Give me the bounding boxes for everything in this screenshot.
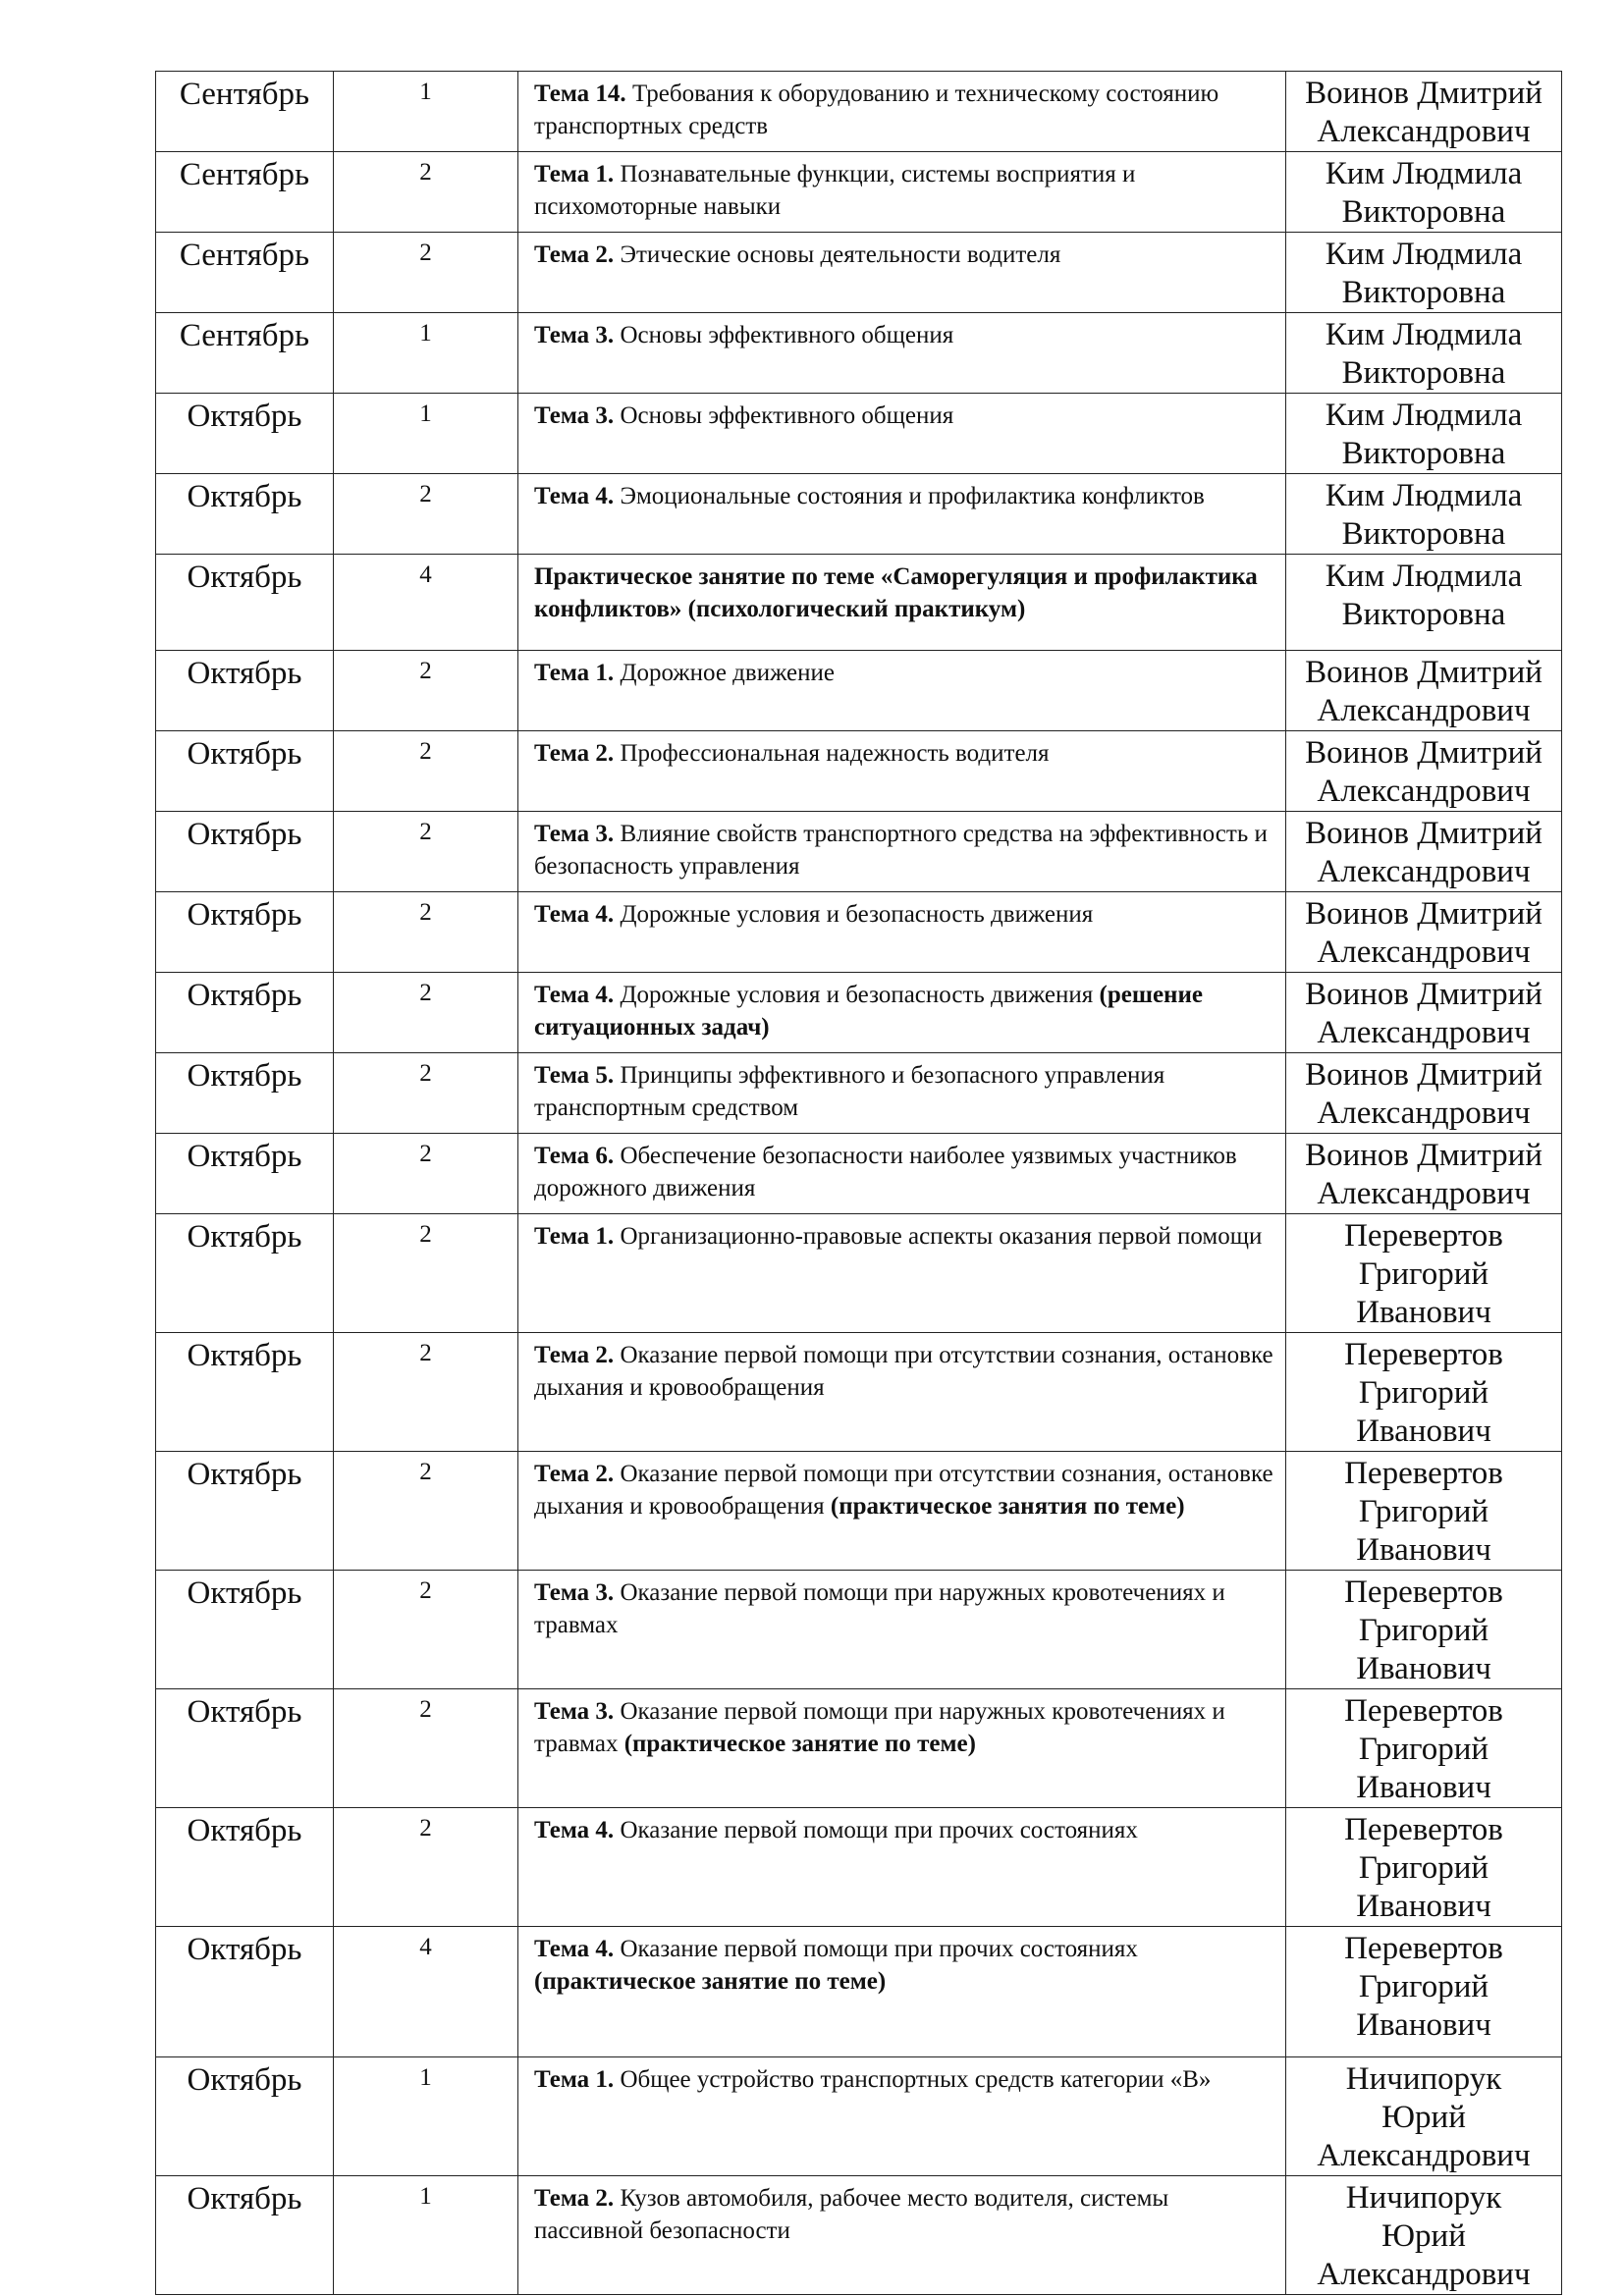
topic-title: Тема 4. <box>534 982 615 1008</box>
table-row <box>156 731 1562 812</box>
hours-cell: 2 <box>334 1134 518 1214</box>
topic-cell <box>518 1927 1286 2057</box>
topic-title: Тема 2. <box>534 740 615 767</box>
teacher-name-line: Викторовна <box>1341 275 1506 310</box>
month-cell: Октябрь <box>156 1053 334 1134</box>
teacher-name-line: Перевертов <box>1344 1337 1503 1372</box>
hours-cell: 2 <box>334 152 518 233</box>
teacher-name-line: Григорий <box>1358 1375 1489 1411</box>
topic-title: Тема 3. <box>534 1579 615 1606</box>
teacher-name-line: Викторовна <box>1341 597 1506 632</box>
month-cell: Сентябрь <box>156 72 334 152</box>
topic-cell <box>518 1452 1286 1571</box>
teacher-name-line: Воинов Дмитрий <box>1305 977 1543 1012</box>
topic-cell <box>518 555 1286 651</box>
topic-text: Обеспечение безопасности наиболее уязвимых участников дорожного движения <box>534 1143 1237 1201</box>
table-row <box>156 152 1562 233</box>
teacher-cell <box>1286 1808 1562 1927</box>
table-row <box>156 973 1562 1053</box>
topic-cell <box>518 1134 1286 1214</box>
month-cell: Октябрь <box>156 731 334 812</box>
table-row <box>156 2057 1562 2176</box>
teacher-cell <box>1286 973 1562 1053</box>
topic-text: Оказание первой помощи при отсутствии сознания, остановке дыхания и кровообращения <box>534 1342 1273 1401</box>
teacher-name-line: Александрович <box>1317 1015 1531 1050</box>
hours-cell: 2 <box>334 1808 518 1927</box>
topic-title: Практическое занятие по теме «Саморегуляция и профилактика конфликтов» (психологический практикум) <box>534 563 1258 622</box>
topic-cell <box>518 313 1286 394</box>
hours-cell: 2 <box>334 1053 518 1134</box>
teacher-name-line: Перевертов <box>1344 1931 1503 1966</box>
month-cell: Октябрь <box>156 2176 334 2295</box>
table-row <box>156 394 1562 474</box>
topic-text: Дорожные условия и безопасность движения <box>614 982 1100 1008</box>
month-cell: Сентябрь <box>156 152 334 233</box>
teacher-name-line: Ким Людмила <box>1325 317 1523 352</box>
table-row <box>156 812 1562 892</box>
topic-title: Тема 3. <box>534 402 615 429</box>
teacher-name-line: Александрович <box>1317 1176 1531 1211</box>
hours-cell: 2 <box>334 651 518 731</box>
teacher-name-line: Иванович <box>1356 2007 1491 2043</box>
teacher-name-line: Викторовна <box>1341 194 1506 230</box>
table-row <box>156 1134 1562 1214</box>
topic-title: Тема 1. <box>534 161 615 187</box>
topic-title: Тема 6. <box>534 1143 615 1169</box>
teacher-cell <box>1286 651 1562 731</box>
topic-text: Кузов автомобиля, рабочее место водителя, системы пассивной безопасности <box>534 2185 1169 2244</box>
month-cell: Октябрь <box>156 1134 334 1214</box>
topic-note: (решение ситуационных задач) <box>534 982 1203 1041</box>
table-row <box>156 2176 1562 2295</box>
hours-cell: 2 <box>334 812 518 892</box>
month-cell: Октябрь <box>156 394 334 474</box>
teacher-name-line: Юрий <box>1381 2100 1466 2135</box>
hours-cell: 1 <box>334 72 518 152</box>
teacher-name-line: Воинов Дмитрий <box>1305 76 1543 111</box>
teacher-name-line: Воинов Дмитрий <box>1305 816 1543 851</box>
teacher-cell <box>1286 1571 1562 1689</box>
teacher-cell <box>1286 233 1562 313</box>
teacher-cell <box>1286 1134 1562 1214</box>
topic-title: Тема 4. <box>534 483 615 509</box>
month-cell: Октябрь <box>156 973 334 1053</box>
topic-cell <box>518 1571 1286 1689</box>
topic-cell <box>518 892 1286 973</box>
teacher-name-line: Григорий <box>1358 1613 1489 1648</box>
hours-cell: 2 <box>334 1333 518 1452</box>
teacher-name-line: Григорий <box>1358 1732 1489 1767</box>
teacher-cell <box>1286 152 1562 233</box>
table-row <box>156 1452 1562 1571</box>
table-row <box>156 1053 1562 1134</box>
topic-text: Оказание первой помощи при наружных кровотечениях и травмах <box>534 1698 1225 1757</box>
hours-cell: 2 <box>334 1452 518 1571</box>
hours-cell: 4 <box>334 1927 518 2057</box>
topic-title: Тема 1. <box>534 1223 615 1250</box>
teacher-name-line: Ничипорук <box>1345 2180 1502 2216</box>
table-row <box>156 555 1562 651</box>
table-row <box>156 892 1562 973</box>
teacher-cell <box>1286 474 1562 555</box>
teacher-name-line: Юрий <box>1381 2218 1466 2254</box>
topic-title: Тема 4. <box>534 1817 615 1843</box>
topic-text: Основы эффективного общения <box>614 402 954 429</box>
teacher-name-line: Ким Людмила <box>1325 156 1523 191</box>
teacher-name-line: Григорий <box>1358 1850 1489 1886</box>
teacher-name-line: Перевертов <box>1344 1812 1503 1847</box>
topic-cell <box>518 1689 1286 1808</box>
topic-text: Дорожные условия и безопасность движения <box>614 901 1094 928</box>
teacher-name-line: Воинов Дмитрий <box>1305 896 1543 932</box>
teacher-cell <box>1286 72 1562 152</box>
teacher-name-line: Иванович <box>1356 1532 1491 1568</box>
schedule-table-body <box>156 72 1562 2295</box>
topic-title: Тема 2. <box>534 2185 615 2212</box>
teacher-name-line: Воинов Дмитрий <box>1305 1138 1543 1173</box>
topic-text: Эмоциональные состояния и профилактика конфликтов <box>614 483 1205 509</box>
topic-note: (практическое занятие по теме) <box>534 1968 887 1995</box>
teacher-cell <box>1286 2057 1562 2176</box>
table-row <box>156 1333 1562 1452</box>
teacher-name-line: Григорий <box>1358 1256 1489 1292</box>
teacher-name-line: Воинов Дмитрий <box>1305 1057 1543 1093</box>
month-cell: Октябрь <box>156 1689 334 1808</box>
month-cell: Октябрь <box>156 1214 334 1333</box>
hours-cell: 2 <box>334 233 518 313</box>
teacher-cell <box>1286 1452 1562 1571</box>
month-cell: Октябрь <box>156 1571 334 1689</box>
topic-text: Организационно-правовые аспекты оказания первой помощи <box>614 1223 1263 1250</box>
schedule-table <box>155 71 1562 2295</box>
topic-text: Оказание первой помощи при наружных кровотечениях и травмах <box>534 1579 1225 1638</box>
topic-cell <box>518 394 1286 474</box>
topic-title: Тема 1. <box>534 660 615 686</box>
teacher-cell <box>1286 1053 1562 1134</box>
month-cell: Сентябрь <box>156 313 334 394</box>
topic-text: Оказание первой помощи при прочих состояниях <box>614 1936 1138 1962</box>
topic-text: Профессиональная надежность водителя <box>614 740 1050 767</box>
teacher-name-line: Александрович <box>1317 2138 1531 2173</box>
teacher-name-line: Ким Людмила <box>1325 559 1523 594</box>
month-cell: Октябрь <box>156 474 334 555</box>
topic-title: Тема 4. <box>534 901 615 928</box>
table-row <box>156 474 1562 555</box>
topic-cell <box>518 812 1286 892</box>
hours-cell: 2 <box>334 973 518 1053</box>
hours-cell: 2 <box>334 892 518 973</box>
hours-cell: 2 <box>334 1689 518 1808</box>
table-row <box>156 72 1562 152</box>
teacher-name-line: Иванович <box>1356 1889 1491 1924</box>
teacher-name-line: Викторовна <box>1341 355 1506 391</box>
topic-cell <box>518 2176 1286 2295</box>
month-cell: Октябрь <box>156 1808 334 1927</box>
teacher-cell <box>1286 812 1562 892</box>
teacher-name-line: Перевертов <box>1344 1218 1503 1254</box>
hours-cell: 1 <box>334 394 518 474</box>
table-row <box>156 1808 1562 1927</box>
month-cell: Сентябрь <box>156 233 334 313</box>
month-cell: Октябрь <box>156 1927 334 2057</box>
month-cell: Октябрь <box>156 2057 334 2176</box>
topic-title: Тема 5. <box>534 1062 615 1089</box>
teacher-name-line: Григорий <box>1358 1969 1489 2004</box>
teacher-name-line: Перевертов <box>1344 1693 1503 1729</box>
teacher-cell <box>1286 1214 1562 1333</box>
topic-text: Требования к оборудованию и техническому состоянию транспортных средств <box>534 80 1219 139</box>
teacher-cell <box>1286 1927 1562 2057</box>
teacher-name-line: Александрович <box>1317 2257 1531 2292</box>
hours-cell: 2 <box>334 1214 518 1333</box>
topic-title: Тема 3. <box>534 1698 615 1725</box>
teacher-cell <box>1286 1333 1562 1452</box>
topic-text: Познавательные функции, системы восприятия и психомоторные навыки <box>534 161 1136 220</box>
teacher-name-line: Александрович <box>1317 1095 1531 1131</box>
teacher-cell <box>1286 1689 1562 1808</box>
topic-title: Тема 3. <box>534 322 615 348</box>
hours-cell: 2 <box>334 731 518 812</box>
teacher-name-line: Иванович <box>1356 1414 1491 1449</box>
topic-title: Тема 2. <box>534 1342 615 1368</box>
topic-text: Влияние свойств транспортного средства на эффективность и безопасность управления <box>534 821 1268 880</box>
topic-cell <box>518 72 1286 152</box>
topic-text: Оказание первой помощи при прочих состояниях <box>614 1817 1138 1843</box>
topic-cell <box>518 2057 1286 2176</box>
teacher-name-line: Александрович <box>1317 693 1531 728</box>
topic-text: Основы эффективного общения <box>614 322 954 348</box>
hours-cell: 1 <box>334 2057 518 2176</box>
teacher-cell <box>1286 892 1562 973</box>
teacher-name-line: Иванович <box>1356 1295 1491 1330</box>
table-row <box>156 1689 1562 1808</box>
topic-title: Тема 2. <box>534 1461 615 1487</box>
teacher-cell <box>1286 394 1562 474</box>
teacher-name-line: Иванович <box>1356 1651 1491 1686</box>
topic-text: Общее устройство транспортных средств категории «В» <box>614 2066 1212 2093</box>
teacher-cell <box>1286 313 1562 394</box>
month-cell: Октябрь <box>156 1452 334 1571</box>
month-cell: Октябрь <box>156 812 334 892</box>
document-page <box>155 71 1561 2295</box>
topic-text: Принципы эффективного и безопасного управления транспортным средством <box>534 1062 1165 1121</box>
teacher-name-line: Александрович <box>1317 114 1531 149</box>
teacher-name-line: Александрович <box>1317 934 1531 970</box>
teacher-name-line: Ким Людмила <box>1325 237 1523 272</box>
month-cell: Октябрь <box>156 1333 334 1452</box>
teacher-name-line: Воинов Дмитрий <box>1305 655 1543 690</box>
topic-text: Оказание первой помощи при отсутствии сознания, остановке дыхания и кровообращения <box>534 1461 1273 1520</box>
teacher-name-line: Ничипорук <box>1345 2061 1502 2097</box>
month-cell: Октябрь <box>156 892 334 973</box>
topic-cell <box>518 233 1286 313</box>
topic-cell <box>518 474 1286 555</box>
teacher-cell <box>1286 731 1562 812</box>
table-row <box>156 651 1562 731</box>
topic-note: (практическое занятие по теме) <box>623 1731 976 1757</box>
teacher-name-line: Перевертов <box>1344 1575 1503 1610</box>
topic-cell <box>518 1053 1286 1134</box>
topic-text: Этические основы деятельности водителя <box>614 241 1061 268</box>
teacher-cell <box>1286 555 1562 651</box>
teacher-name-line: Александрович <box>1317 854 1531 889</box>
teacher-cell <box>1286 2176 1562 2295</box>
topic-title: Тема 2. <box>534 241 615 268</box>
topic-title: Тема 4. <box>534 1936 615 1962</box>
teacher-name-line: Григорий <box>1358 1494 1489 1529</box>
teacher-name-line: Викторовна <box>1341 516 1506 552</box>
table-row <box>156 233 1562 313</box>
topic-cell <box>518 651 1286 731</box>
hours-cell: 2 <box>334 474 518 555</box>
month-cell: Октябрь <box>156 651 334 731</box>
teacher-name-line: Викторовна <box>1341 436 1506 471</box>
topic-note: (практическое занятия по теме) <box>830 1493 1185 1520</box>
teacher-name-line: Перевертов <box>1344 1456 1503 1491</box>
topic-cell <box>518 973 1286 1053</box>
topic-cell <box>518 1214 1286 1333</box>
topic-title: Тема 3. <box>534 821 615 847</box>
teacher-name-line: Ким Людмила <box>1325 478 1523 513</box>
teacher-name-line: Ким Людмила <box>1325 398 1523 433</box>
table-row <box>156 1571 1562 1689</box>
teacher-name-line: Иванович <box>1356 1770 1491 1805</box>
topic-cell <box>518 152 1286 233</box>
hours-cell: 4 <box>334 555 518 651</box>
hours-cell: 2 <box>334 1571 518 1689</box>
topic-title: Тема 1. <box>534 2066 615 2093</box>
month-cell: Октябрь <box>156 555 334 651</box>
hours-cell: 1 <box>334 2176 518 2295</box>
hours-cell: 1 <box>334 313 518 394</box>
topic-cell <box>518 1808 1286 1927</box>
teacher-name-line: Александрович <box>1317 774 1531 809</box>
topic-cell <box>518 1333 1286 1452</box>
topic-cell <box>518 731 1286 812</box>
topic-title: Тема 14. <box>534 80 626 107</box>
table-row <box>156 1927 1562 2057</box>
table-row <box>156 1214 1562 1333</box>
table-row <box>156 313 1562 394</box>
teacher-name-line: Воинов Дмитрий <box>1305 735 1543 771</box>
topic-text: Дорожное движение <box>614 660 835 686</box>
